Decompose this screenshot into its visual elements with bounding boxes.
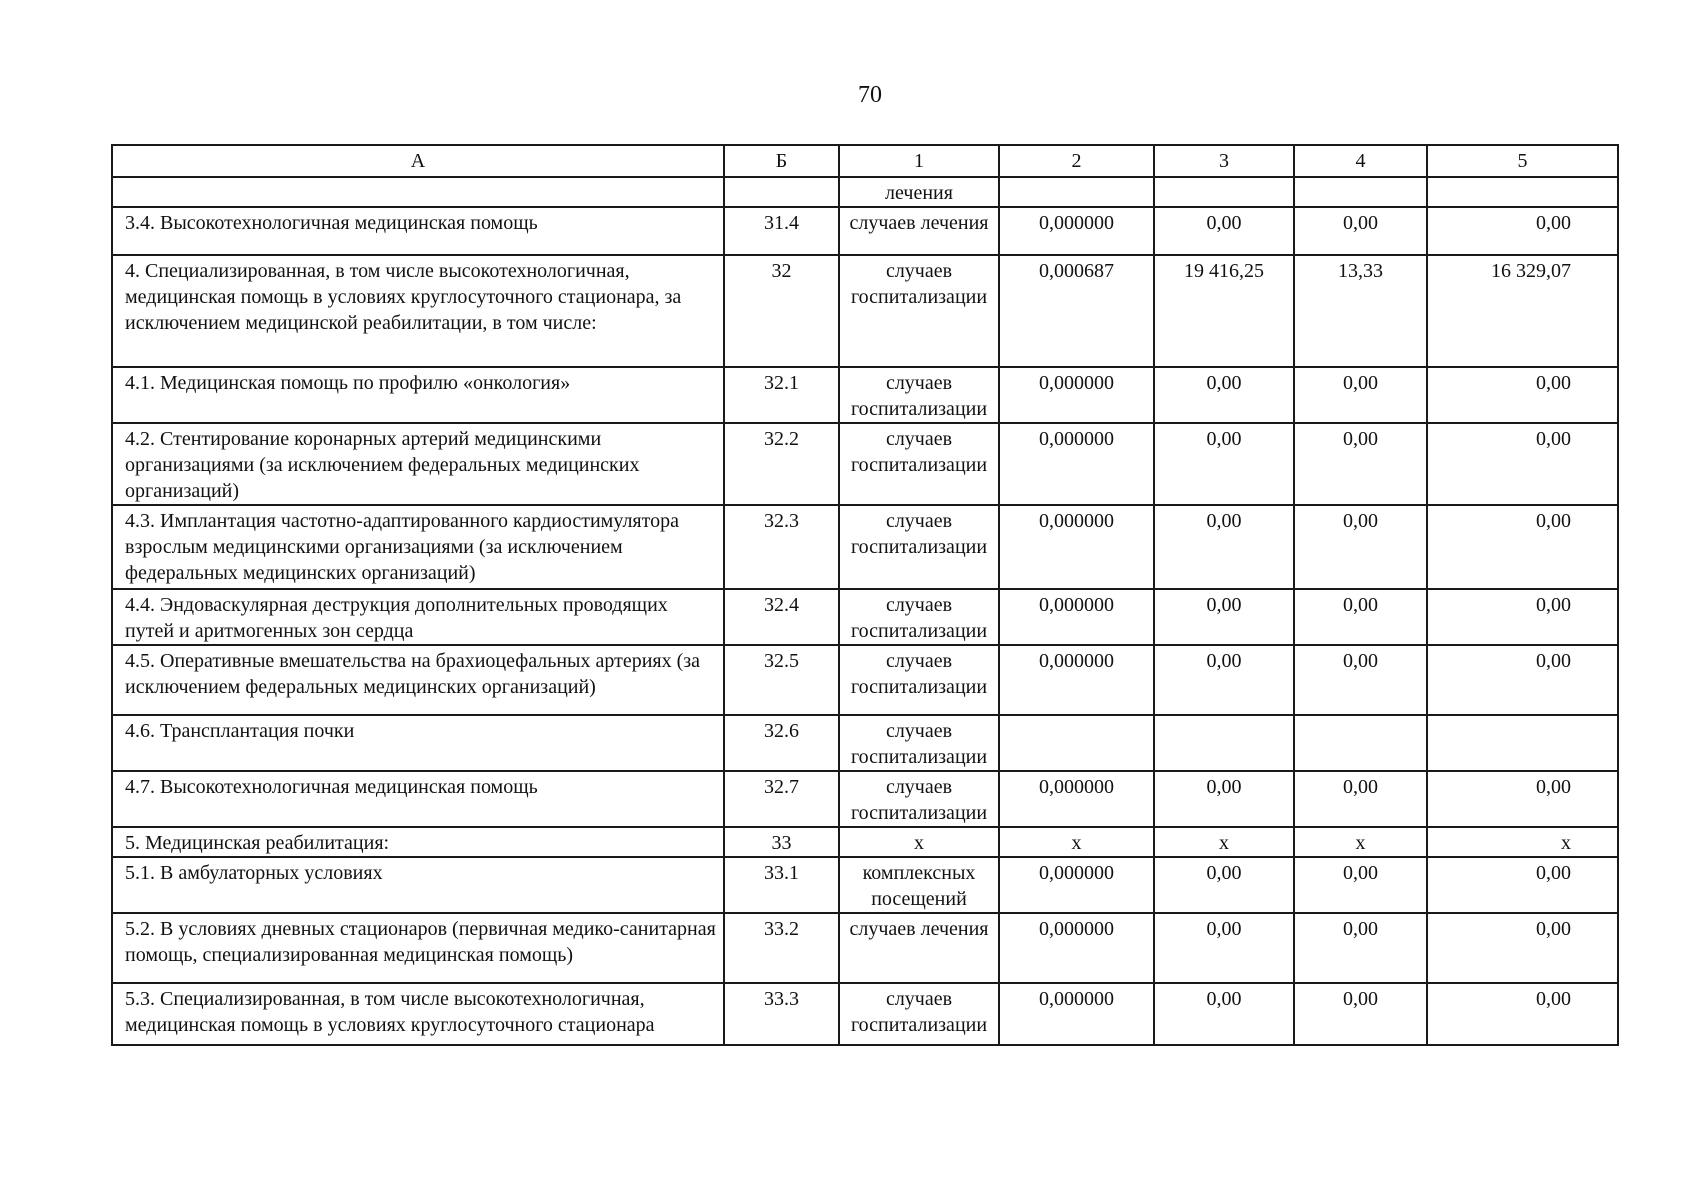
row-value-cell: 0,00 (1154, 589, 1294, 645)
row-value-cell: х (1427, 827, 1618, 857)
row-value-cell: 0,000000 (999, 983, 1154, 1045)
row-unit-cell: х (839, 827, 999, 857)
row-value-cell: 19 416,25 (1154, 255, 1294, 367)
table-row (112, 913, 1618, 983)
row-name-cell: 4.2. Стентирование коронарных артерий медицинскими организациями (за исключением федеральных медицинских организаций) (112, 423, 724, 505)
row-value-cell: 0,00 (1294, 857, 1427, 913)
table-row (112, 177, 1618, 207)
row-name-cell: 4. Специализированная, в том числе высокотехнологичная, медицинская помощь в условиях круглосуточного стационара, за исключением медицинской реабилитации, в том числе: (112, 255, 724, 367)
row-unit-cell: случаев госпитализации (839, 715, 999, 771)
table-row (112, 367, 1618, 423)
row-unit-cell: случаев госпитализации (839, 771, 999, 827)
row-value-cell: 0,00 (1154, 857, 1294, 913)
row-value-cell: 0,00 (1427, 913, 1618, 983)
row-value-cell: 0,000000 (999, 367, 1154, 423)
row-value-cell: 0,000000 (999, 505, 1154, 589)
row-value-cell: 16 329,07 (1427, 255, 1618, 367)
table-row (112, 589, 1618, 645)
row-code-cell: 32.4 (724, 589, 839, 645)
row-value-cell: 0,00 (1154, 645, 1294, 715)
row-name-cell: 4.7. Высокотехнологичная медицинская помощь (112, 771, 724, 827)
row-code-cell: 32.6 (724, 715, 839, 771)
row-value-cell (1427, 177, 1618, 207)
row-value-cell: 0,00 (1294, 913, 1427, 983)
row-value-cell (999, 177, 1154, 207)
row-value-cell: 0,00 (1154, 423, 1294, 505)
row-value-cell: 0,00 (1427, 645, 1618, 715)
table-row (112, 505, 1618, 589)
table-row (112, 255, 1618, 367)
row-value-cell: 0,000000 (999, 857, 1154, 913)
row-unit-cell: случаев госпитализации (839, 367, 999, 423)
row-name-cell: 5.2. В условиях дневных стационаров (первичная медико-санитарная помощь, специализированная медицинская помощь) (112, 913, 724, 983)
row-value-cell: 0,000000 (999, 589, 1154, 645)
table-row (112, 715, 1618, 771)
row-value-cell: 0,00 (1294, 983, 1427, 1045)
row-code-cell: 33 (724, 827, 839, 857)
row-value-cell: 0,000000 (999, 913, 1154, 983)
row-name-cell: 4.4. Эндоваскулярная деструкция дополнительных проводящих путей и аритмогенных зон сердца (112, 589, 724, 645)
row-value-cell (1154, 715, 1294, 771)
column-header: Б (724, 145, 839, 177)
row-value-cell: 0,00 (1294, 505, 1427, 589)
row-name-cell: 5.1. В амбулаторных условиях (112, 857, 724, 913)
row-value-cell: 0,000000 (999, 771, 1154, 827)
row-value-cell: 0,00 (1427, 983, 1618, 1045)
row-unit-cell: комплексных посещений (839, 857, 999, 913)
row-value-cell (999, 715, 1154, 771)
row-value-cell: 13,33 (1294, 255, 1427, 367)
row-code-cell: 33.2 (724, 913, 839, 983)
row-value-cell: 0,00 (1294, 645, 1427, 715)
row-name-cell: 5. Медицинская реабилитация: (112, 827, 724, 857)
row-code-cell: 33.1 (724, 857, 839, 913)
row-unit-cell: случаев госпитализации (839, 423, 999, 505)
row-unit-cell: случаев госпитализации (839, 589, 999, 645)
row-name-cell: 4.3. Имплантация частотно-адаптированного кардиостимулятора взрослым медицинскими организациями (за исключением федеральных медицинских организаций) (112, 505, 724, 589)
row-code-cell: 31.4 (724, 207, 839, 255)
header-row (112, 145, 1618, 177)
row-value-cell: 0,00 (1427, 505, 1618, 589)
row-code-cell (724, 177, 839, 207)
row-value-cell: 0,00 (1154, 367, 1294, 423)
row-unit-cell: лечения (839, 177, 999, 207)
table-row (112, 827, 1618, 857)
row-code-cell: 32.1 (724, 367, 839, 423)
table-row (112, 857, 1618, 913)
row-unit-cell: случаев госпитализации (839, 255, 999, 367)
row-value-cell: 0,00 (1427, 589, 1618, 645)
column-header: А (112, 145, 724, 177)
row-name-cell: 4.5. Оперативные вмешательства на брахиоцефальных артериях (за исключением федеральных медицинских организаций) (112, 645, 724, 715)
row-unit-cell: случаев госпитализации (839, 505, 999, 589)
row-value-cell: 0,000000 (999, 207, 1154, 255)
row-value-cell: х (999, 827, 1154, 857)
row-value-cell: 0,00 (1154, 207, 1294, 255)
row-value-cell: 0,00 (1294, 367, 1427, 423)
row-unit-cell: случаев госпитализации (839, 645, 999, 715)
page-number: 70 (858, 82, 882, 108)
table-row (112, 771, 1618, 827)
table-body (112, 177, 1618, 1045)
table-container (111, 144, 1617, 1046)
row-value-cell: 0,00 (1154, 983, 1294, 1045)
row-value-cell: 0,00 (1294, 423, 1427, 505)
row-value-cell: 0,00 (1427, 207, 1618, 255)
row-value-cell: 0,00 (1427, 857, 1618, 913)
row-value-cell: 0,000687 (999, 255, 1154, 367)
row-code-cell: 32.2 (724, 423, 839, 505)
column-header: 3 (1154, 145, 1294, 177)
row-value-cell: 0,000000 (999, 645, 1154, 715)
row-name-cell: 4.1. Медицинская помощь по профилю «онкология» (112, 367, 724, 423)
row-value-cell: 0,00 (1154, 913, 1294, 983)
row-value-cell: 0,00 (1154, 771, 1294, 827)
row-unit-cell: случаев лечения (839, 913, 999, 983)
table-row (112, 423, 1618, 505)
row-value-cell: 0,00 (1294, 207, 1427, 255)
row-value-cell (1427, 715, 1618, 771)
row-value-cell: х (1154, 827, 1294, 857)
column-header: 5 (1427, 145, 1618, 177)
row-name-cell: 4.6. Трансплантация почки (112, 715, 724, 771)
row-unit-cell: случаев госпитализации (839, 983, 999, 1045)
table-row (112, 645, 1618, 715)
row-name-cell: 5.3. Специализированная, в том числе высокотехнологичная, медицинская помощь в условиях круглосуточного стационара (112, 983, 724, 1045)
row-code-cell: 32.5 (724, 645, 839, 715)
row-value-cell: 0,00 (1154, 505, 1294, 589)
column-header: 4 (1294, 145, 1427, 177)
row-code-cell: 32 (724, 255, 839, 367)
row-value-cell (1294, 177, 1427, 207)
data-table (111, 144, 1619, 1046)
row-unit-cell: случаев лечения (839, 207, 999, 255)
table-row (112, 983, 1618, 1045)
row-value-cell: 0,00 (1427, 771, 1618, 827)
column-header: 1 (839, 145, 999, 177)
row-name-cell (112, 177, 724, 207)
row-name-cell: 3.4. Высокотехнологичная медицинская помощь (112, 207, 724, 255)
row-value-cell: 0,00 (1294, 771, 1427, 827)
row-code-cell: 33.3 (724, 983, 839, 1045)
row-value-cell (1294, 715, 1427, 771)
row-value-cell: 0,00 (1294, 589, 1427, 645)
row-value-cell (1154, 177, 1294, 207)
row-value-cell: 0,000000 (999, 423, 1154, 505)
row-value-cell: 0,00 (1427, 367, 1618, 423)
row-value-cell: 0,00 (1427, 423, 1618, 505)
column-header: 2 (999, 145, 1154, 177)
row-code-cell: 32.7 (724, 771, 839, 827)
table-row (112, 207, 1618, 255)
row-code-cell: 32.3 (724, 505, 839, 589)
row-value-cell: х (1294, 827, 1427, 857)
